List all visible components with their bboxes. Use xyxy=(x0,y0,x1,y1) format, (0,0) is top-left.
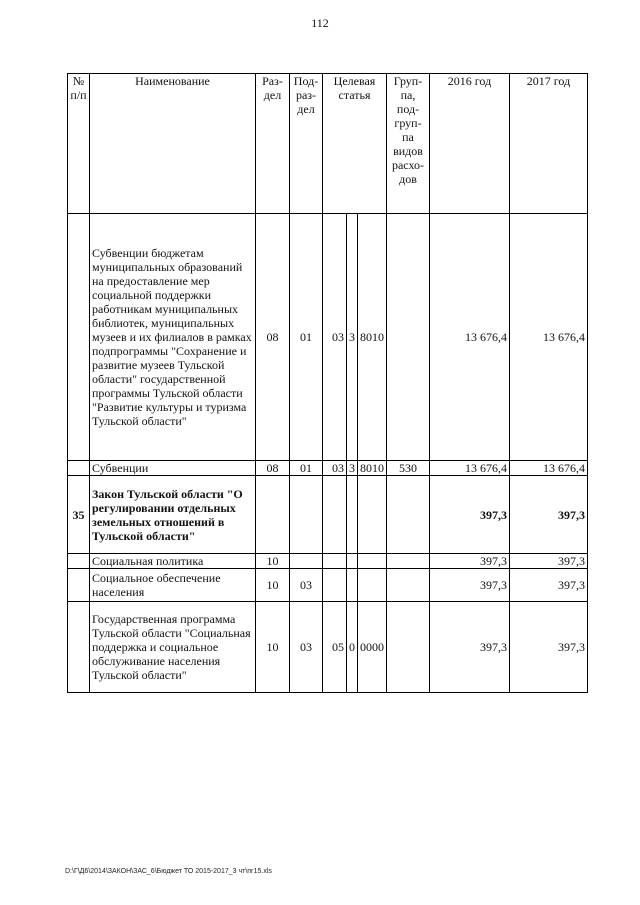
row-num xyxy=(68,214,90,461)
row-razdel: 10 xyxy=(256,602,290,693)
row-cs-subprogram xyxy=(347,476,358,554)
row-cs-code xyxy=(358,476,387,554)
row-name: Субвенции бюджетам муниципальных образований на предоставление мер социальной поддержки работникам муниципальных библиотек, муниципальных музеев и их филиалов в рамках подпрограммы "Сохранение и развитие музеев Тульской области" государственной программы Тульской области "Развитие культуры и туризма Тульской области" xyxy=(90,214,256,461)
row-gruppa xyxy=(387,569,430,602)
header-num: № п/п xyxy=(68,74,90,214)
row-cs-code: 8010 xyxy=(358,461,387,476)
row-gruppa: 530 xyxy=(387,461,430,476)
row-name: Социальное обеспечение населения xyxy=(90,569,256,602)
table-row xyxy=(68,554,588,569)
row-podrazdel xyxy=(290,476,323,554)
table-row xyxy=(68,214,588,461)
row-gruppa xyxy=(387,602,430,693)
row-cs-code xyxy=(358,569,387,602)
row-name: Субвенции xyxy=(90,461,256,476)
row-cs-code: 8010 xyxy=(358,214,387,461)
table-row xyxy=(68,461,588,476)
row-2017: 397,3 xyxy=(510,476,588,554)
row-cs-program: 05 xyxy=(323,602,347,693)
budget-table xyxy=(67,73,588,693)
row-gruppa xyxy=(387,554,430,569)
row-cs-program xyxy=(323,569,347,602)
row-2016: 13 676,4 xyxy=(430,461,510,476)
row-2017: 397,3 xyxy=(510,602,588,693)
table-row xyxy=(68,569,588,602)
row-num xyxy=(68,569,90,602)
row-2017: 397,3 xyxy=(510,554,588,569)
header-podrazdel: Под-раз-дел xyxy=(290,74,323,214)
row-podrazdel: 03 xyxy=(290,569,323,602)
row-cs-subprogram xyxy=(347,554,358,569)
row-num xyxy=(68,554,90,569)
row-name: Закон Тульской области "О регулировании отдельных земельных отношений в Тульской области" xyxy=(90,476,256,554)
row-razdel: 10 xyxy=(256,569,290,602)
row-podrazdel xyxy=(290,554,323,569)
row-cs-code xyxy=(358,554,387,569)
row-cs-subprogram: 3 xyxy=(347,461,358,476)
table-row xyxy=(68,602,588,693)
row-2017: 13 676,4 xyxy=(510,214,588,461)
row-cs-code: 0000 xyxy=(358,602,387,693)
row-cs-subprogram xyxy=(347,569,358,602)
header-gruppa: Груп-па, под-груп-па видов расхо-дов xyxy=(387,74,430,214)
row-podrazdel: 01 xyxy=(290,461,323,476)
row-razdel: 08 xyxy=(256,461,290,476)
row-2017: 13 676,4 xyxy=(510,461,588,476)
header-row xyxy=(68,74,588,214)
row-2016: 397,3 xyxy=(430,476,510,554)
page-number: 112 xyxy=(311,16,329,30)
row-cs-program xyxy=(323,476,347,554)
row-razdel: 08 xyxy=(256,214,290,461)
row-podrazdel: 01 xyxy=(290,214,323,461)
row-num xyxy=(68,461,90,476)
row-num: 35 xyxy=(68,476,90,554)
row-podrazdel: 03 xyxy=(290,602,323,693)
table-row xyxy=(68,476,588,554)
row-2017: 397,3 xyxy=(510,569,588,602)
header-razdel: Раз-дел xyxy=(256,74,290,214)
row-cs-program: 03 xyxy=(323,461,347,476)
row-gruppa xyxy=(387,476,430,554)
row-gruppa xyxy=(387,214,430,461)
row-2016: 13 676,4 xyxy=(430,214,510,461)
row-cs-program: 03 xyxy=(323,214,347,461)
footer-file-path: D:\Г\Д6\2014\ЗАКОН\ЗАС_6\Бюджет ТО 2015-2017_3 чт\пг15.xls xyxy=(65,868,272,875)
row-razdel xyxy=(256,476,290,554)
row-2016: 397,3 xyxy=(430,602,510,693)
header-2017: 2017 год xyxy=(510,74,588,214)
row-cs-program xyxy=(323,554,347,569)
row-razdel: 10 xyxy=(256,554,290,569)
row-cs-subprogram: 0 xyxy=(347,602,358,693)
row-num xyxy=(68,602,90,693)
header-name: Наименование xyxy=(90,74,256,214)
header-2016: 2016 год xyxy=(430,74,510,214)
row-name: Социальная политика xyxy=(90,554,256,569)
row-name: Государственная программа Тульской области "Социальная поддержка и социальное обслуживание населения Тульской области" xyxy=(90,602,256,693)
header-celevaya-statya: Целевая статья xyxy=(323,74,387,214)
row-2016: 397,3 xyxy=(430,554,510,569)
row-2016: 397,3 xyxy=(430,569,510,602)
row-cs-subprogram: 3 xyxy=(347,214,358,461)
